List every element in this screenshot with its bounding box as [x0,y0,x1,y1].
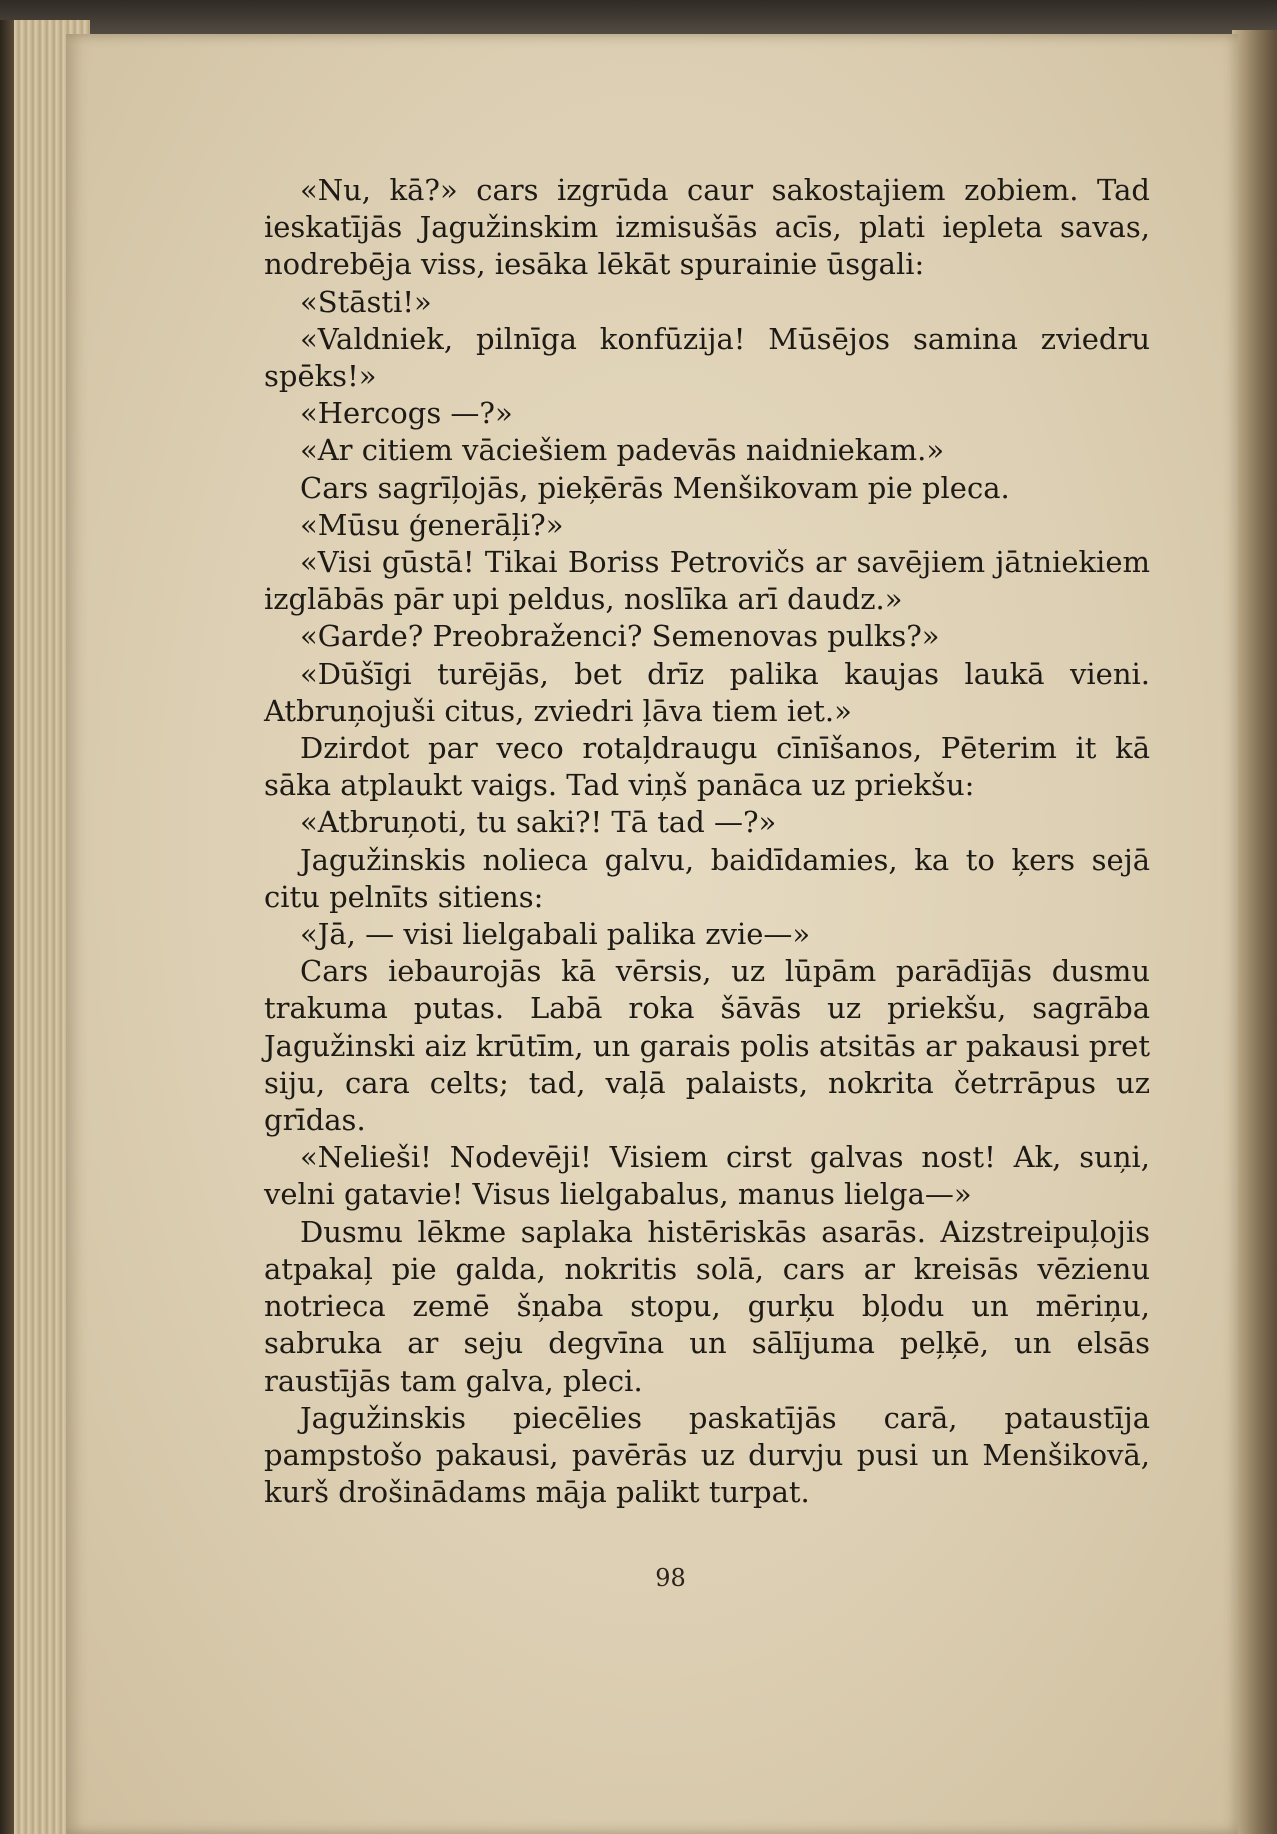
paragraph: «Ar citiem vāciešiem padevās naidniekam.» [300,433,945,468]
spine-shadow [0,20,14,1834]
paragraph: «Mūsu ģenerāļi?» [300,507,564,542]
paragraph: Cars iebaurojās kā vērsis, uz lūpām parādījās dusmu trakuma putas. Labā roka šāvās uz priekšu, sagrāba Jagužinski aiz krūtīm, un garais polis atsitās ar pakausi pret siju, cara celts; tad, vaļā palaists, nokrita četrrāpus uz grīdas. [264,954,1150,1138]
page-number-label: 98 [655,1564,686,1592]
paragraph: «Valdniek, pilnīga konfūzija! Mūsējos samina zviedru spēks!» [264,321,1150,394]
paragraph: «Garde? Preobraženci? Semenovas pulks?» [300,619,940,654]
paragraph: Cars sagrīļojās, pieķērās Menšikovam pie pleca. [300,470,1010,505]
page-number [0,1564,1277,1592]
paragraph: Dzirdot par veco rotaļdraugu cīnīšanos, Pēterim it kā sāka atplaukt vaigs. Tad viņš panāca uz priekšu: [264,731,1150,803]
paragraph: «Hercogs —?» [300,396,513,431]
paragraph: «Stāsti!» [300,284,432,319]
paragraph: «Dūšīgi turējās, bet drīz palika kaujas laukā vieni. Atbruņojuši citus, zviedri ļāva tiem iet.» [264,656,1150,728]
paragraph: «Atbruņoti, tu saki?! Tā tad —?» [300,805,777,840]
paragraph: «Nu, kā?» cars izgrūda caur sakostajiem zobiem. Tad ieskatījās Jagužinskim izmisušās acīs, plati iepleta savas, nodrebēja viss, iesāka lēkāt spurainie ūsgali: [264,173,1150,282]
paragraph: «Nelieši! Nodevēji! Visiem cirst galvas nost! Ak, suņi, velni gatavie! Visus lielgabalus, manus lielga—» [264,1140,1150,1212]
paragraph: «Visi gūstā! Tikai Boriss Petrovičs ar savējiem jātniekiem izglābās pār upi peldus, noslīka arī daudz.» [264,545,1150,617]
paragraph: Dusmu lēkme saplaka histēriskās asarās. Aizstreipuļojis atpakaļ pie galda, nokritis solā, cars ar kreisās vēzienu notrieca zemē šņaba stopu, gurķu bļodu un mēriņu, sabruka ar seju degvīna un sālījuma peļķē, un elsās raustījās tam galva, pleci. [264,1214,1150,1398]
paragraph: Jagužinskis nolieca galvu, baidīdamies, ka to ķers sejā citu pelnīts sitiens: [264,842,1150,914]
paragraph: «Jā, — visi lielgabali palika zvie—» [300,917,811,952]
body-text [264,172,1150,1511]
paragraph: Jagužinskis piecēlies paskatījās carā, pataustīja pampstošo pakausi, pavērās uz durvju pusi un Menšikovā, kurš drošinādams māja palikt turpat. [264,1400,1150,1510]
